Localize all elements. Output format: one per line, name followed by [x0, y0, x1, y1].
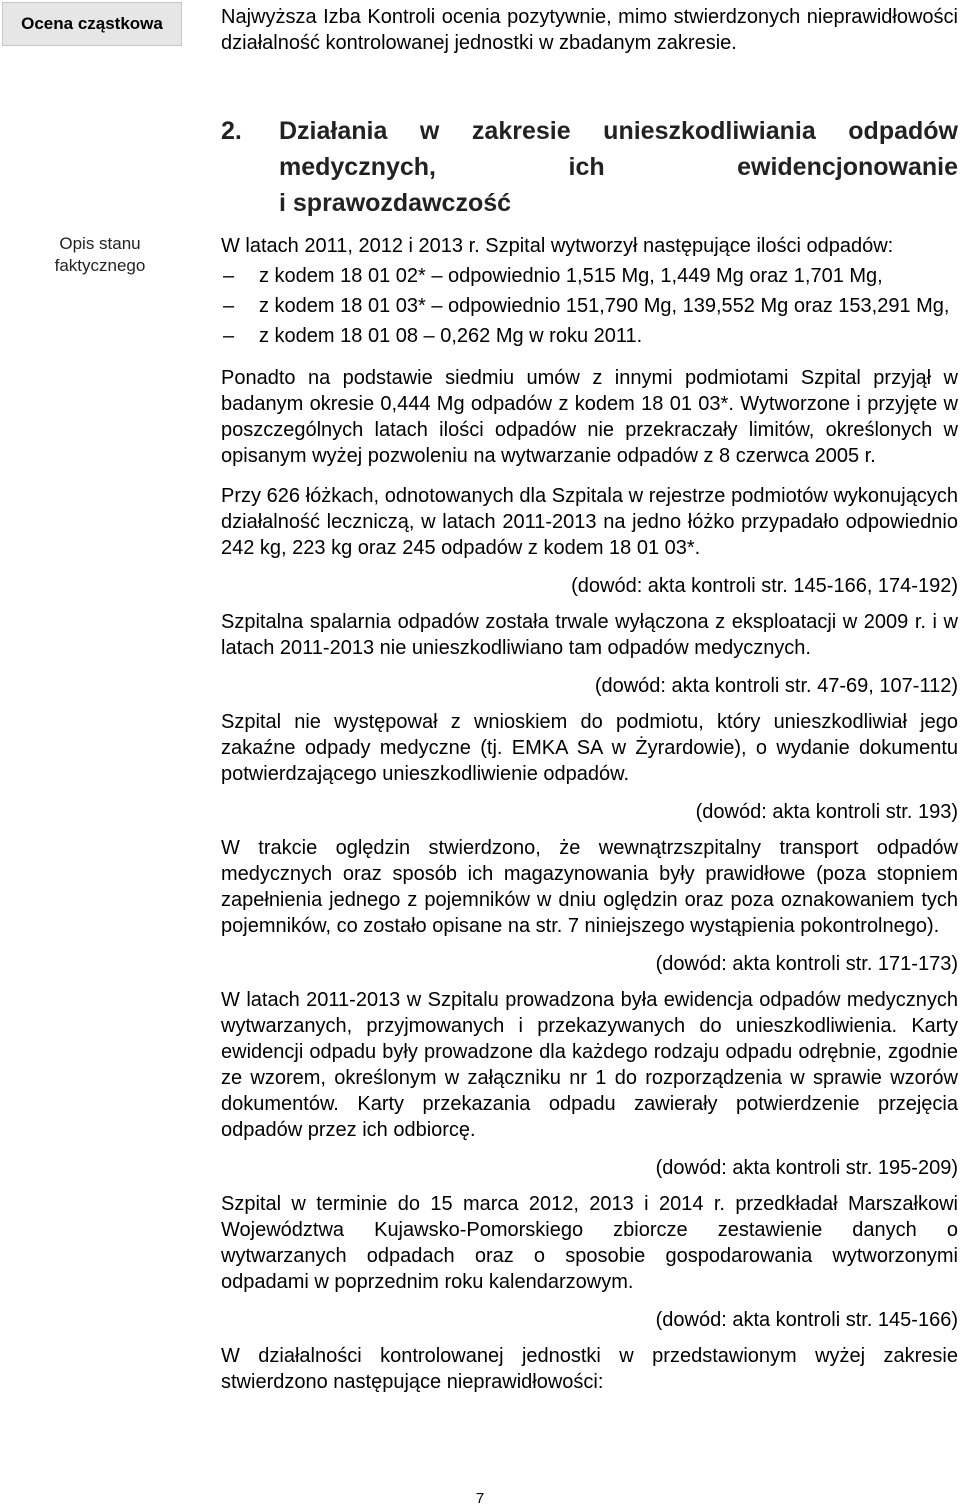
paragraph-disposal-document: Szpital nie występował z wnioskiem do podmiotu, który unieszkodliwiał jego zakaźne odpady medyczne (tj. EMKA SA w Żyrardowie), o wydanie dokumentu potwierdzającego unieszkodliwienie odpadów. [221, 711, 958, 785]
heading-line-2: medycznych, ich ewidencjonowanie [279, 153, 958, 181]
paragraph-irregularities: W działalności kontrolowanej jednostki w przedstawionym wyżej zakresie stwierdzono następujące nieprawidłowości: [221, 1345, 958, 1393]
paragraph-records: W latach 2011-2013 w Szpitalu prowadzona była ewidencja odpadów medycznych wytwarzanych, przyjmowanych i przekazywanych do unieszkodliwienia. Karty ewidencji odpadu były prowadzone dla każdego rodzaju odpadu odrębnie, zgodnie ze wzorem, określonym w załączniku nr 1 do rozporządzenia w sprawie wzorów dokumentów. Karty przekazania odpadu zawierały potwierdzenie przejęcia odpadów przez ich odbiorcę. [221, 989, 958, 1141]
evidence-note: (dowód: akta kontroli str. 193) [695, 801, 958, 823]
list-item-text: z kodem 18 01 02* – odpowiednio 1,515 Mg, 1,449 Mg oraz 1,701 Mg, [259, 265, 883, 287]
list-item-text: z kodem 18 01 03* – odpowiednio 151,790 Mg, 139,552 Mg oraz 153,291 Mg, [259, 295, 950, 317]
heading-number: 2. [221, 117, 242, 145]
page-number: 7 [475, 1490, 485, 1507]
list-dash: – [223, 295, 235, 317]
opis-stanu-label [0, 233, 200, 277]
paragraph-incinerator: Szpitalna spalarnia odpadów została trwale wyłączona z eksploatacji w 2009 r. i w latach 2011-2013 nie unieszkodliwiano tam odpadów medycznych. [221, 611, 958, 659]
evidence-note: (dowód: akta kontroli str. 47-69, 107-112) [594, 675, 958, 697]
list-item [221, 291, 958, 321]
list-item [221, 261, 958, 291]
ocena-czastkowa-label: Ocena cząstkowa [2, 2, 182, 46]
list-item-text: z kodem 18 01 08 – 0,262 Mg w roku 2011. [259, 325, 643, 347]
list-dash: – [223, 325, 235, 347]
paragraph-accepted-waste: Ponadto na podstawie siedmiu umów z innymi podmiotami Szpital przyjął w badanym okresie 0,444 Mg odpadów z kodem 18 01 03*. Wytworzone i przyjęte w poszczególnych latach ilości odpadów nie przekraczały limitów, określonych w opisanym wyżej pozwoleniu na wytwarzanie odpadów z 8 czerwca 2005 r. [221, 367, 958, 467]
intro-text: Najwyższa Izba Kontroli ocenia pozytywnie, mimo stwierdzonych nieprawidłowości działalność kontrolowanej jednostki w zbadanym zakresie. [221, 6, 958, 54]
paragraph-inspection: W trakcie oględzin stwierdzono, że wewnątrzszpitalny transport odpadów medycznych oraz sposób ich magazynowania były prawidłowe (poza stopniem zapełnienia jednego z pojemników w dniu oględzin oraz poza oznakowaniem tych pojemników, co zostało opisane na str. 7 niniejszego wystąpienia pokontrolnego). [221, 837, 958, 937]
paragraph-waste-amounts: W latach 2011, 2012 i 2013 r. Szpital wytworzył następujące ilości odpadów: [221, 235, 894, 257]
opis-stanu-line-1: Opis stanu [59, 234, 141, 253]
heading-line-1-text: Działania w zakresie unieszkodliwiania odpadów [279, 117, 958, 145]
evidence-note: (dowód: akta kontroli str. 171-173) [655, 953, 958, 975]
evidence-note: (dowód: akta kontroli str. 145-166) [655, 1309, 958, 1331]
paragraph-beds: Przy 626 łóżkach, odnotowanych dla Szpitala w rejestrze podmiotów wykonujących działalność leczniczą, w latach 2011-2013 na jedno łóżko przypadało odpowiednio 242 kg, 223 kg oraz 245 odpadów z kodem 18 01 03*. [221, 485, 958, 559]
section-heading [221, 113, 958, 221]
main-content [221, 233, 958, 1395]
evidence-note: (dowód: akta kontroli str. 145-166, 174-192) [571, 575, 958, 597]
paragraph-reporting: Szpital w terminie do 15 marca 2012, 2013 i 2014 r. przedkładał Marszałkowi Województwa Kujawsko-Pomorskiego zbiorcze zestawienie danych o wytwarzanych odpadach oraz o sposobie gospodarowania wytworzonymi odpadami w poprzednim roku kalendarzowym. [221, 1193, 958, 1293]
evidence-note: (dowód: akta kontroli str. 195-209) [655, 1157, 958, 1179]
list-item [221, 321, 958, 351]
heading-line-1 [221, 113, 958, 149]
waste-list [221, 261, 958, 351]
opis-stanu-line-2: faktycznego [54, 256, 146, 275]
list-dash: – [223, 265, 235, 287]
heading-line-3: i sprawozdawczość [279, 189, 512, 217]
